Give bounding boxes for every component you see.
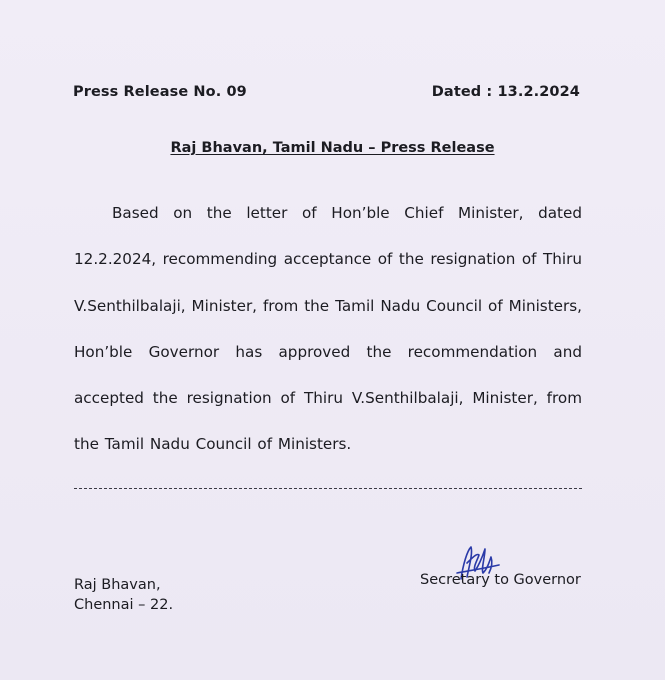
address-block xyxy=(74,575,173,615)
press-release-number: Press Release No. 09 xyxy=(73,84,247,100)
body-paragraph: Based on the letter of Hon’ble Chief Minister, dated 12.2.2024, recommending acceptance of the resignation of Thiru V.Senthilbalaji, Minister, from the Tamil Nadu Council of Ministers, Hon’ble Governor has approved the recommendation and accepted the resignation of Thiru V.Senthilbalaji, Minister, from the Tamil Nadu Council of Ministers. xyxy=(74,204,582,454)
dashed-divider xyxy=(74,488,582,489)
address-line-2: Chennai – 22. xyxy=(74,597,174,613)
document-title-text: Raj Bhavan, Tamil Nadu – Press Release xyxy=(170,140,495,156)
signatory-title: Secretary to Governor xyxy=(420,572,581,588)
document-title xyxy=(0,140,665,156)
address-line-1: Raj Bhavan, xyxy=(74,577,161,593)
signature-block xyxy=(420,572,585,588)
header-row xyxy=(73,84,580,100)
release-date: Dated : 13.2.2024 xyxy=(431,84,580,100)
